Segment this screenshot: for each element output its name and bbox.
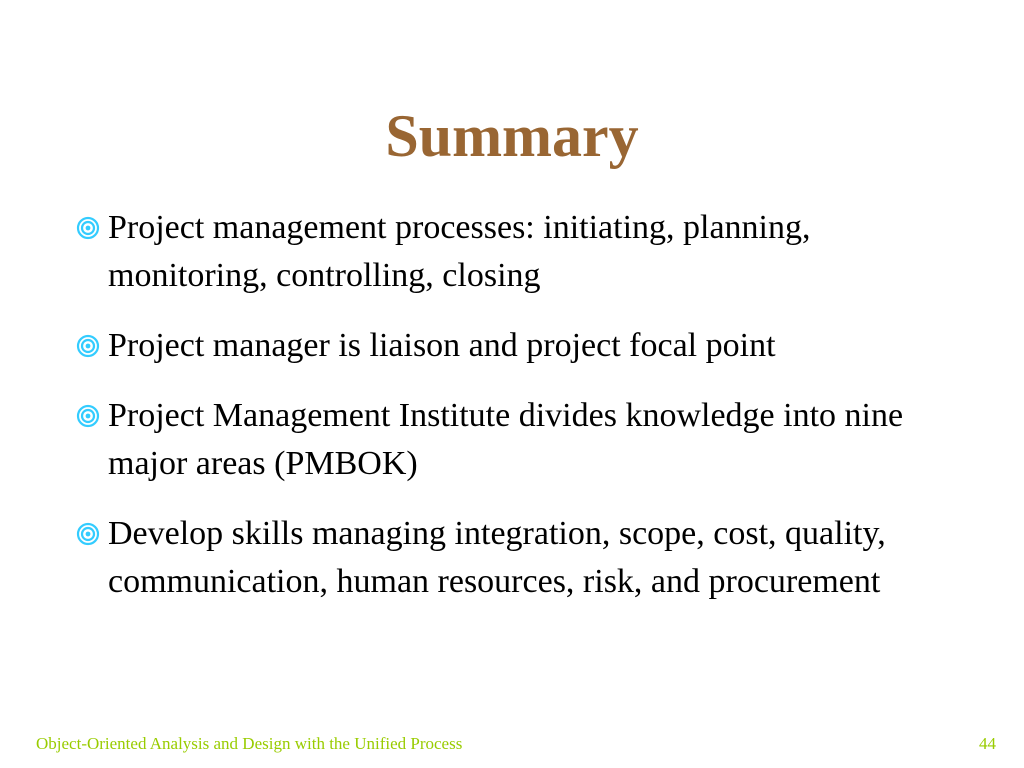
- bullet-text: Project Management Institute divides knowledge into nine major areas (PMBOK): [108, 397, 904, 482]
- bullet-list: [76, 204, 976, 628]
- concentric-circle-bullet-icon: [76, 216, 100, 240]
- bullet-text: Develop skills managing integration, scope, cost, quality, communication, human resources, risk, and procurement: [108, 515, 886, 600]
- concentric-circle-bullet-icon: [76, 522, 100, 546]
- slide-title: Summary: [385, 103, 639, 169]
- bullet-item: [76, 510, 976, 606]
- bullet-item: [76, 322, 976, 370]
- bullet-item: [76, 204, 976, 300]
- bullet-item: [76, 392, 976, 488]
- bullet-text: Project manager is liaison and project focal point: [108, 327, 776, 364]
- bullet-text: Project management processes: initiating, planning, monitoring, controlling, closing: [108, 209, 811, 294]
- footer-course-title: Object-Oriented Analysis and Design with the Unified Process: [36, 734, 463, 753]
- footer-page-number: 44: [979, 734, 996, 753]
- concentric-circle-bullet-icon: [76, 404, 100, 428]
- concentric-circle-bullet-icon: [76, 334, 100, 358]
